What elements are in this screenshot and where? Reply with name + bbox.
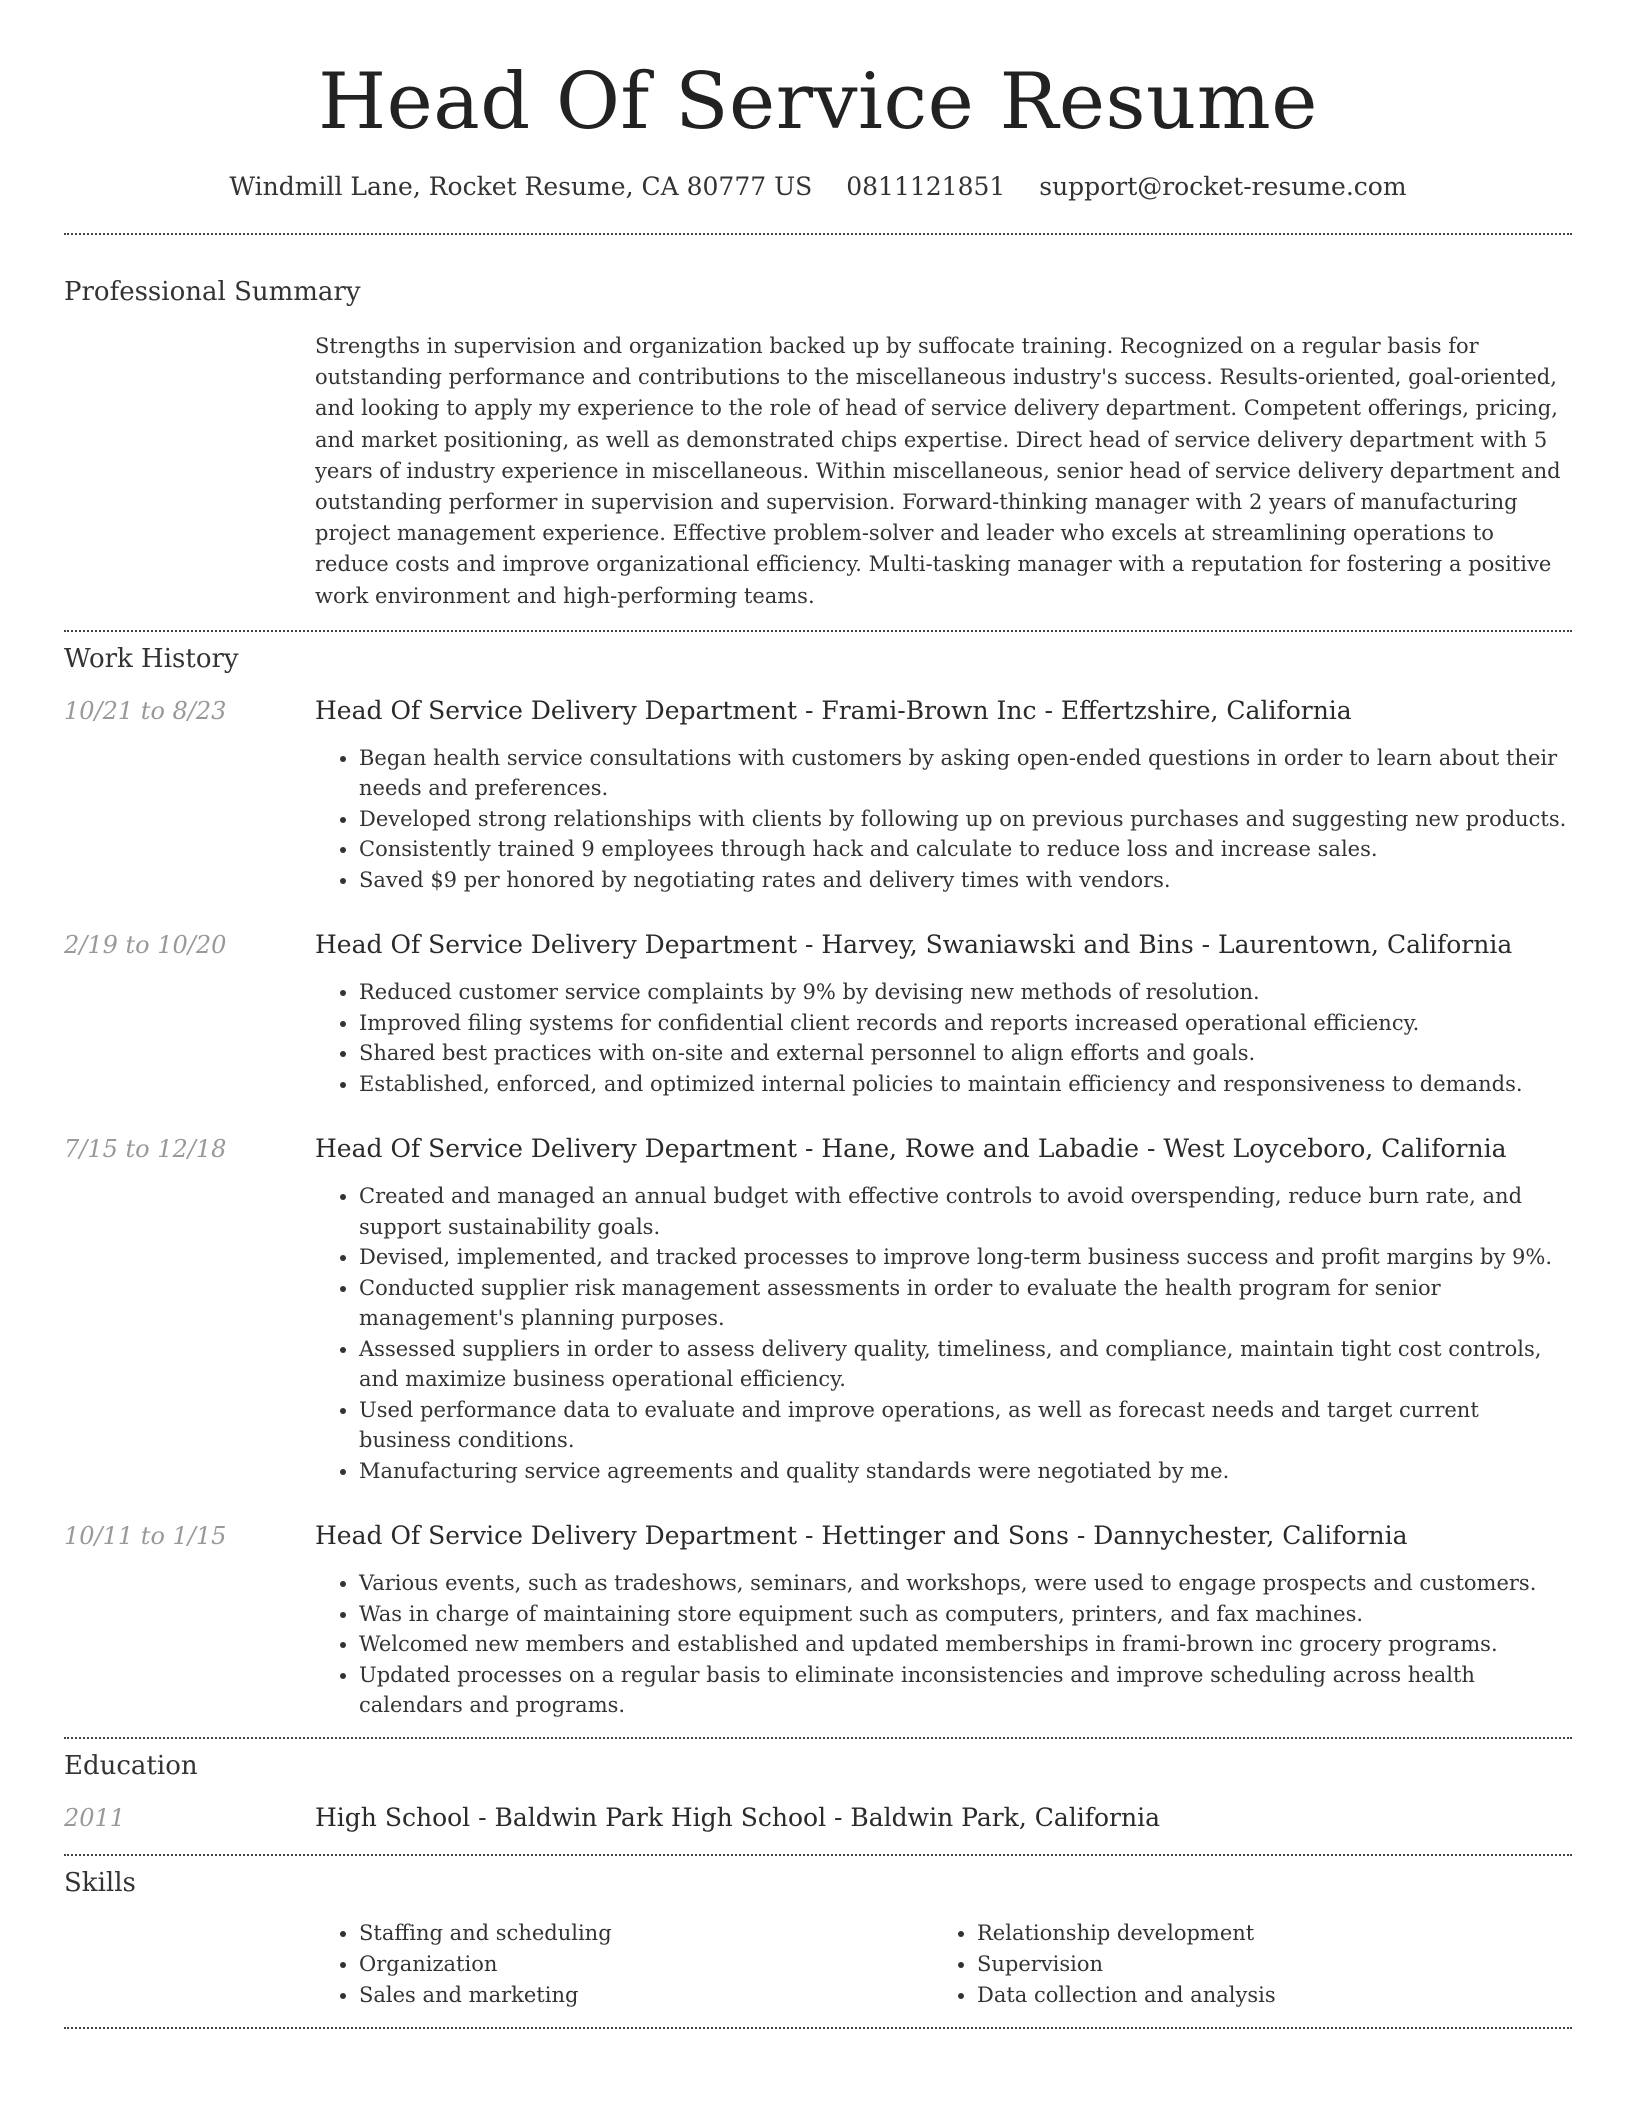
list-item: • Assessed suppliers in order to assess delivery quality, timeliness, and compliance, maintain tight cost controls, and maximize business operational efficiency. bbox=[359, 1334, 1572, 1395]
contact-line bbox=[64, 172, 1572, 201]
job-entry bbox=[64, 1521, 1572, 1721]
list-item: • Developed strong relationships with clients by following up on previous purchases and suggesting new products. bbox=[359, 804, 1572, 835]
list-item: • Saved $9 per honored by negotiating rates and delivery times with vendors. bbox=[359, 865, 1572, 896]
list-item: • Welcomed new members and established and updated memberships in frami-brown inc grocery programs. bbox=[359, 1629, 1572, 1660]
skill-item: • Sales and marketing bbox=[359, 1980, 933, 2011]
job-bullets bbox=[64, 977, 1572, 1099]
list-item: • Devised, implemented, and tracked processes to improve long-term business success and profit margins by 9%. bbox=[359, 1242, 1572, 1273]
list-item: • Various events, such as tradeshows, seminars, and workshops, were used to engage prospects and customers. bbox=[359, 1568, 1572, 1599]
skill-item: • Staffing and scheduling bbox=[359, 1918, 933, 1949]
section-divider bbox=[64, 630, 1572, 632]
list-item: • Improved filing systems for confidential client records and reports increased operational efficiency. bbox=[359, 1008, 1572, 1039]
skills-column-right bbox=[933, 1918, 1551, 2011]
job-dates: 10/21 to 8/23 bbox=[64, 696, 227, 725]
section-divider bbox=[64, 233, 1572, 235]
job-title: Head Of Service Delivery Department - Harvey, Swaniawski and Bins - Laurentown, California bbox=[315, 930, 1513, 960]
skill-item: • Data collection and analysis bbox=[977, 1980, 1551, 2011]
section-heading-work: Work History bbox=[64, 643, 239, 674]
contact-address: Windmill Lane, Rocket Resume, CA 80777 US bbox=[229, 172, 813, 201]
section-heading-education: Education bbox=[64, 1750, 198, 1781]
section-heading-skills: Skills bbox=[64, 1867, 136, 1898]
job-dates: 7/15 to 12/18 bbox=[64, 1135, 227, 1164]
education-title: High School - Baldwin Park High School - Baldwin Park, California bbox=[315, 1802, 1160, 1832]
list-item: • Established, enforced, and optimized internal policies to maintain efficiency and responsiveness to demands. bbox=[359, 1069, 1572, 1100]
skills-list bbox=[315, 1918, 1572, 2011]
list-item: • Shared best practices with on-site and external personnel to align efforts and goals. bbox=[359, 1038, 1572, 1069]
job-entry bbox=[64, 930, 1572, 1099]
contact-email: support@rocket-resume.com bbox=[1039, 172, 1407, 201]
list-item: • Conducted supplier risk management assessments in order to evaluate the health program for senior management's planning purposes. bbox=[359, 1273, 1572, 1334]
education-entry bbox=[64, 1803, 1572, 1832]
section-divider bbox=[64, 1854, 1572, 1856]
job-title: Head Of Service Delivery Department - Frami-Brown Inc - Effertzshire, California bbox=[315, 695, 1352, 725]
list-item: • Used performance data to evaluate and improve operations, as well as forecast needs and target current business conditions. bbox=[359, 1395, 1572, 1456]
list-item: • Was in charge of maintaining store equipment such as computers, printers, and fax machines. bbox=[359, 1599, 1572, 1630]
resume-page bbox=[64, 0, 1572, 2029]
list-item: • Updated processes on a regular basis to eliminate inconsistencies and improve scheduling across health calendars and programs. bbox=[359, 1660, 1572, 1721]
section-heading-summary: Professional Summary bbox=[64, 277, 361, 307]
section-divider bbox=[64, 1737, 1572, 1739]
list-item: • Created and managed an annual budget with effective controls to avoid overspending, reduce burn rate, and support sustainability goals. bbox=[359, 1181, 1572, 1242]
list-item: • Consistently trained 9 employees through hack and calculate to reduce loss and increase sales. bbox=[359, 834, 1572, 865]
job-dates: 2/19 to 10/20 bbox=[64, 931, 227, 960]
job-bullets bbox=[64, 743, 1572, 896]
resume-title: Head Of Service Resume bbox=[318, 57, 1318, 147]
section-divider bbox=[64, 2027, 1572, 2029]
summary-text: Strengths in supervision and organization backed up by suffocate training. Recognized on a regular basis for outstanding performance and contributions to the miscellaneous industry's success. Results-oriented, goal-oriented, and looking to apply my experience to the role of head of service delivery department. Competent offerings, pricing, and market positioning, as well as demonstrated chips expertise. Direct head of service delivery department with 5 years of industry experience in miscellaneous. Within miscellaneous, senior head of service delivery department and outstanding performer in supervision and supervision. Forward-thinking manager with 2 years of manufacturing project management experience. Effective problem-solver and leader who excels at streamlining operations to reduce costs and improve organizational efficiency. Multi-tasking manager with a reputation for fostering a positive work environment and high-performing teams. bbox=[315, 334, 1561, 608]
job-bullets bbox=[64, 1568, 1572, 1721]
job-entry bbox=[64, 1134, 1572, 1486]
job-title: Head Of Service Delivery Department - Hettinger and Sons - Dannychester, California bbox=[315, 1521, 1408, 1551]
job-title: Head Of Service Delivery Department - Hane, Rowe and Labadie - West Loyceboro, California bbox=[315, 1134, 1507, 1164]
list-item: • Reduced customer service complaints by 9% by devising new methods of resolution. bbox=[359, 977, 1572, 1008]
education-year: 2011 bbox=[64, 1803, 126, 1832]
skill-item: • Organization bbox=[359, 1949, 933, 1980]
skill-item: • Supervision bbox=[977, 1949, 1551, 1980]
skill-item: • Relationship development bbox=[977, 1918, 1551, 1949]
job-dates: 10/11 to 1/15 bbox=[64, 1522, 227, 1551]
job-entry bbox=[64, 696, 1572, 896]
skills-column-left bbox=[315, 1918, 933, 2011]
list-item: • Manufacturing service agreements and quality standards were negotiated by me. bbox=[359, 1456, 1572, 1487]
list-item: • Began health service consultations with customers by asking open-ended questions in order to learn about their needs and preferences. bbox=[359, 743, 1572, 804]
job-bullets bbox=[64, 1181, 1572, 1486]
contact-phone: 0811121851 bbox=[846, 172, 1006, 201]
